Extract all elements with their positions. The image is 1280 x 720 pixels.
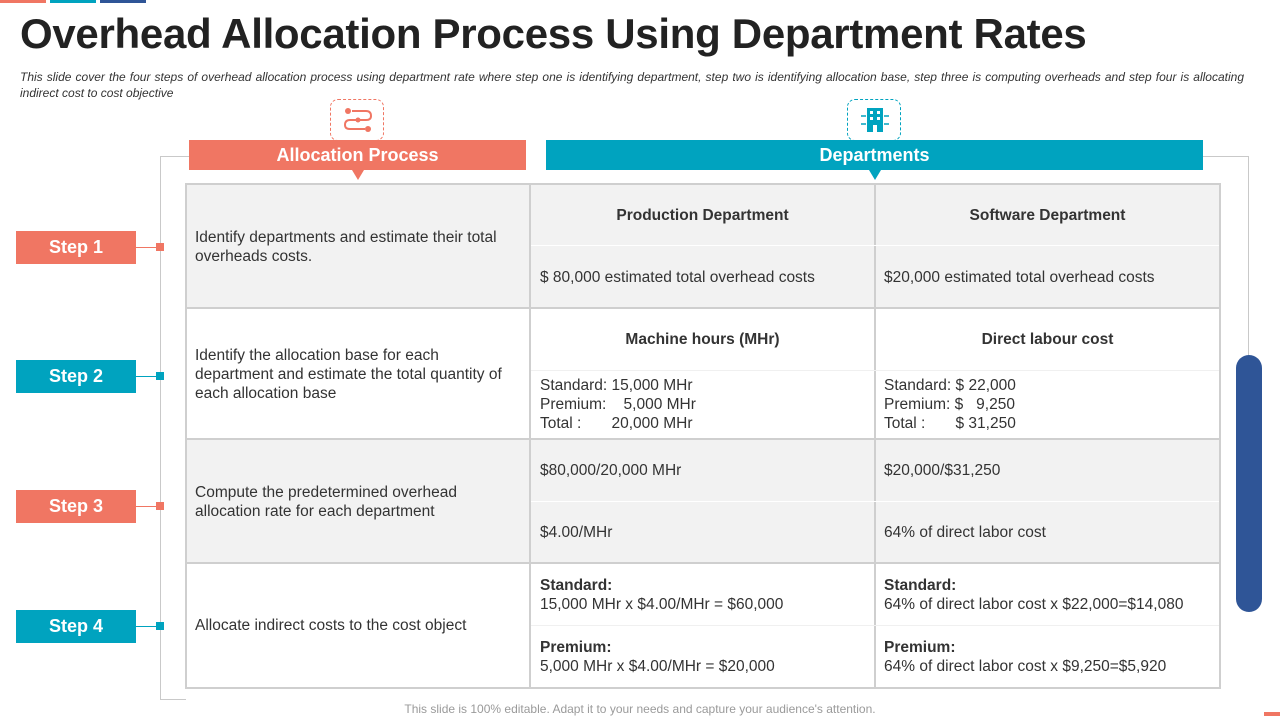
machine-hours-premium: Premium: 5,000 MHr	[540, 396, 696, 413]
software-standard-value: 64% of direct labor cost x $22,000=$14,080	[884, 596, 1184, 613]
step-3-label: Step 3	[16, 490, 136, 523]
vertical-scrollbar[interactable]	[1236, 355, 1262, 612]
frame-right-vertical	[1248, 156, 1249, 356]
table-border-col2	[874, 183, 876, 689]
step-4-marker	[156, 622, 164, 630]
step4-description: Allocate indirect costs to the cost object	[195, 617, 467, 634]
table-border-row2	[185, 438, 1221, 440]
labour-cost-standard: Standard: $ 22,000	[884, 377, 1016, 394]
row2-inner-separator	[531, 370, 1219, 371]
software-premium-value: 64% of direct labor cost x $9,250=$5,920	[884, 658, 1167, 675]
direct-labour-cost-heading: Direct labour cost	[981, 331, 1114, 348]
step-4-connector	[136, 626, 158, 627]
table-border-left	[185, 183, 187, 689]
step-1-connector	[136, 247, 158, 248]
machine-hours-total: Total : 20,000 MHr	[540, 415, 693, 432]
software-department-heading: Software Department	[969, 207, 1126, 224]
allocation-process-header	[189, 140, 526, 170]
footer-note: This slide is 100% editable. Adapt it to your needs and capture your audience's attention.	[404, 702, 876, 716]
step-2-label: Step 2	[16, 360, 136, 393]
step-2-connector	[136, 376, 158, 377]
page-subtitle: This slide cover the four steps of overhead allocation process using department rate where step one is identifying department, step two is identifying allocation base, step three is computing overheads and step four is allocating indirect cost to cost objective	[20, 70, 1244, 100]
row1-inner-separator	[531, 245, 1219, 246]
table-border-right	[1219, 183, 1221, 689]
departments-header-label: Departments	[819, 144, 930, 165]
top-accent-navy	[100, 0, 146, 3]
table-border-row1	[185, 307, 1221, 309]
table-border-col1	[529, 183, 531, 689]
step-3-marker	[156, 502, 164, 510]
production-standard-value: 15,000 MHr x $4.00/MHr = $60,000	[540, 596, 784, 613]
building-icon	[847, 99, 901, 141]
software-rate-formula: $20,000/$31,250	[884, 462, 1001, 479]
table-border-bottom	[185, 687, 1221, 689]
step2-description: Identify the allocation base for each department and estimate the total quantity of each allocation base	[195, 347, 502, 402]
header-pointer	[352, 170, 364, 180]
frame-left-vertical	[160, 156, 161, 700]
frame-right-top	[1203, 156, 1249, 157]
machine-hours-standard: Standard: 15,000 MHr	[540, 377, 693, 394]
row3-inner-separator	[531, 501, 1219, 502]
step-2-marker	[156, 372, 164, 380]
production-standard-label: Standard:	[540, 577, 613, 594]
table-border-top	[185, 183, 1221, 185]
production-premium-value: 5,000 MHr x $4.00/MHr = $20,000	[540, 658, 775, 675]
departments-header	[546, 140, 1203, 170]
production-rate-result: $4.00/MHr	[540, 524, 613, 541]
production-overhead-estimate: $ 80,000 estimated total overhead costs	[540, 269, 815, 286]
step-1-label: Step 1	[16, 231, 136, 264]
table-border-row3	[185, 562, 1221, 564]
labour-cost-premium: Premium: $ 9,250	[884, 396, 1015, 413]
step3-description: Compute the predetermined overhead allocation rate for each department	[195, 484, 457, 520]
top-accent-coral	[0, 0, 46, 3]
machine-hours-heading: Machine hours (MHr)	[625, 331, 780, 348]
step-3-connector	[136, 506, 158, 507]
process-flow-icon	[330, 99, 384, 141]
step-4-label: Step 4	[16, 610, 136, 643]
row4-inner-separator	[531, 625, 1219, 626]
software-premium-label: Premium:	[884, 639, 956, 656]
software-overhead-estimate: $20,000 estimated total overhead costs	[884, 269, 1155, 286]
step-1-marker	[156, 243, 164, 251]
labour-cost-total: Total : $ 31,250	[884, 415, 1016, 432]
software-rate-result: 64% of direct labor cost	[884, 524, 1046, 541]
production-department-heading: Production Department	[616, 207, 789, 224]
allocation-process-header-label: Allocation Process	[276, 144, 439, 165]
production-premium-label: Premium:	[540, 639, 612, 656]
header-pointer	[869, 170, 881, 180]
top-accent-teal	[50, 0, 96, 3]
step1-description: Identify departments and estimate their total overheads costs.	[195, 229, 497, 265]
page-title: Overhead Allocation Process Using Department Rates	[20, 10, 1087, 57]
frame-left-bottom	[160, 699, 186, 700]
production-rate-formula: $80,000/20,000 MHr	[540, 462, 682, 479]
software-standard-label: Standard:	[884, 577, 957, 594]
frame-left-top	[160, 156, 189, 157]
